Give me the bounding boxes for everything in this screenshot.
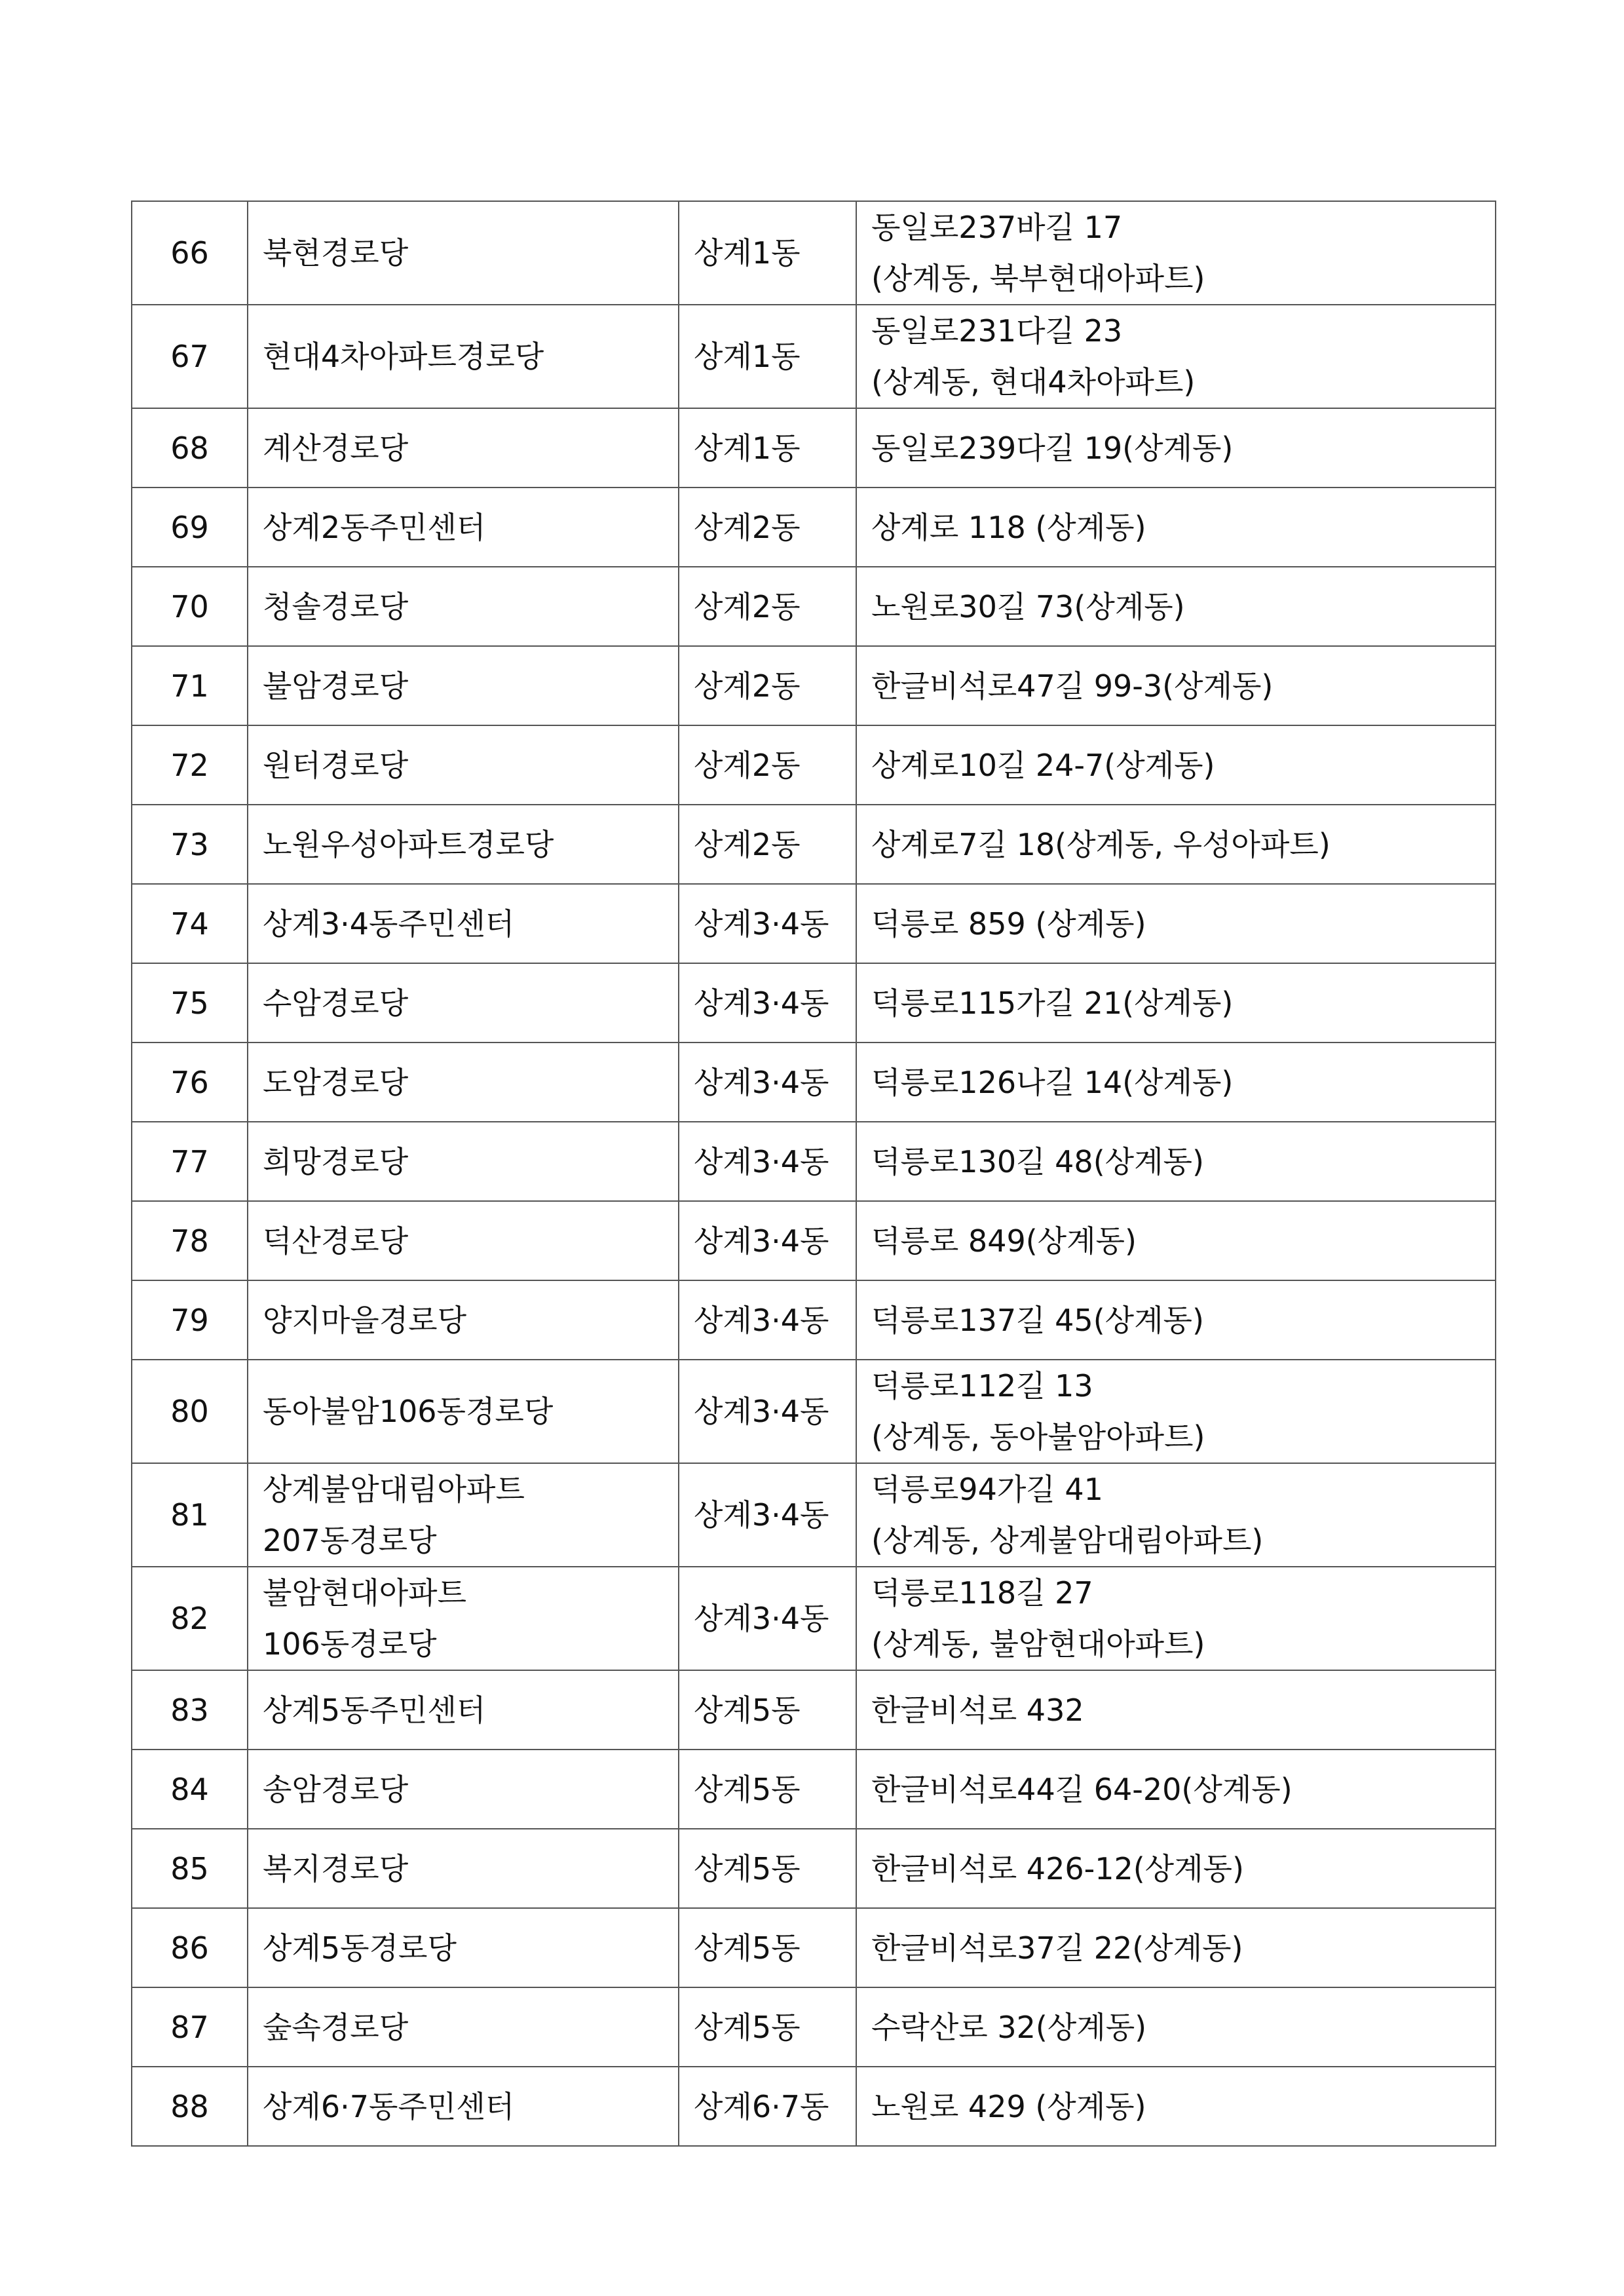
table-row — [132, 646, 1496, 725]
cell-facility-name — [248, 488, 679, 567]
cell-number: 82 — [132, 1567, 248, 1670]
cell-number: 78 — [132, 1201, 248, 1280]
address-line: 한글비석로47길 99-3(상계동) — [871, 668, 1274, 704]
cell-dong: 상계3·4동 — [679, 1043, 856, 1122]
cell-number: 81 — [132, 1463, 248, 1567]
facility-name-line: 207동경로당 — [263, 1523, 437, 1558]
cell-address — [856, 1360, 1496, 1463]
cell-number: 76 — [132, 1043, 248, 1122]
cell-facility-name — [248, 1463, 679, 1567]
cell-facility-name — [248, 1122, 679, 1201]
cell-dong: 상계6·7동 — [679, 2067, 856, 2146]
cell-address — [856, 725, 1496, 805]
cell-dong: 상계1동 — [679, 305, 856, 408]
facility-name-line: 덕산경로당 — [263, 1223, 409, 1259]
facility-name-line: 동아불암106동경로당 — [263, 1394, 554, 1429]
facility-name-line: 불암경로당 — [263, 668, 409, 704]
cell-number: 84 — [132, 1750, 248, 1829]
facility-name-line: 상계불암대림아파트 — [263, 1472, 525, 1507]
cell-facility-name — [248, 201, 679, 305]
cell-dong: 상계2동 — [679, 488, 856, 567]
cell-dong: 상계1동 — [679, 408, 856, 488]
address-line: (상계동, 상계불암대림아파트) — [871, 1523, 1264, 1558]
facility-name-line: 숲속경로당 — [263, 2009, 409, 2045]
cell-address — [856, 805, 1496, 884]
facility-name-line: 상계5동경로당 — [263, 1930, 457, 1966]
table-row — [132, 488, 1496, 567]
cell-dong: 상계3·4동 — [679, 1280, 856, 1360]
table-row — [132, 1567, 1496, 1670]
table-row — [132, 1670, 1496, 1750]
cell-number: 69 — [132, 488, 248, 567]
cell-address — [856, 305, 1496, 408]
cell-address — [856, 1043, 1496, 1122]
cell-address — [856, 1122, 1496, 1201]
cell-facility-name — [248, 567, 679, 646]
table-row — [132, 884, 1496, 963]
cell-dong: 상계5동 — [679, 1670, 856, 1750]
cell-address — [856, 567, 1496, 646]
cell-address — [856, 1670, 1496, 1750]
address-line: 한글비석로 426-12(상계동) — [871, 1850, 1244, 1886]
table-row — [132, 1043, 1496, 1122]
cell-address — [856, 201, 1496, 305]
facility-name-line: 현대4차아파트경로당 — [263, 339, 544, 374]
address-line: 동일로239다길 19(상계동) — [871, 430, 1234, 466]
cell-dong: 상계3·4동 — [679, 963, 856, 1043]
table-row — [132, 2067, 1496, 2146]
cell-facility-name — [248, 725, 679, 805]
cell-facility-name — [248, 1201, 679, 1280]
facility-name-line: 북현경로당 — [263, 235, 409, 271]
facility-name-line: 상계3·4동주민센터 — [263, 906, 515, 942]
facility-name-line: 상계5동주민센터 — [263, 1692, 486, 1728]
facility-name-line: 희망경로당 — [263, 1143, 409, 1179]
address-line: 한글비석로44길 64-20(상계동) — [871, 1771, 1293, 1807]
cell-number: 73 — [132, 805, 248, 884]
cell-address — [856, 1987, 1496, 2067]
cell-dong: 상계3·4동 — [679, 1360, 856, 1463]
address-line: (상계동, 현대4차아파트) — [871, 364, 1196, 400]
facility-name-line: 노원우성아파트경로당 — [263, 826, 554, 862]
cell-facility-name — [248, 1360, 679, 1463]
cell-facility-name — [248, 1043, 679, 1122]
cell-facility-name — [248, 646, 679, 725]
cell-number: 68 — [132, 408, 248, 488]
cell-number: 87 — [132, 1987, 248, 2067]
table-row — [132, 805, 1496, 884]
facility-name-line: 양지마을경로당 — [263, 1302, 467, 1338]
cell-dong: 상계1동 — [679, 201, 856, 305]
address-line: 수락산로 32(상계동) — [871, 2009, 1147, 2045]
address-line: 동일로237바길 17 — [871, 210, 1123, 245]
cell-dong: 상계3·4동 — [679, 1463, 856, 1567]
cell-facility-name — [248, 1280, 679, 1360]
cell-dong: 상계5동 — [679, 1829, 856, 1908]
facility-name-line: 원터경로당 — [263, 747, 409, 783]
address-line: 상계로10길 24-7(상계동) — [871, 747, 1215, 783]
cell-number: 86 — [132, 1908, 248, 1987]
table-row — [132, 408, 1496, 488]
table-row — [132, 1463, 1496, 1567]
address-line: 덕릉로137길 45(상계동) — [871, 1302, 1204, 1338]
address-line: 덕릉로 859 (상계동) — [871, 906, 1146, 942]
cell-number: 67 — [132, 305, 248, 408]
cell-address — [856, 2067, 1496, 2146]
address-line: 동일로231다길 23 — [871, 313, 1123, 349]
table-row — [132, 1280, 1496, 1360]
address-line: 덕릉로112길 13 — [871, 1368, 1093, 1404]
cell-number: 72 — [132, 725, 248, 805]
address-line: 상계로 118 (상계동) — [871, 509, 1146, 545]
cell-dong: 상계3·4동 — [679, 1567, 856, 1670]
cell-dong: 상계2동 — [679, 567, 856, 646]
table-row — [132, 1908, 1496, 1987]
cell-address — [856, 1750, 1496, 1829]
cell-number: 83 — [132, 1670, 248, 1750]
cell-address — [856, 1829, 1496, 1908]
address-line: 상계로7길 18(상계동, 우성아파트) — [871, 826, 1331, 862]
facility-name-line: 106동경로당 — [263, 1626, 437, 1662]
table-row — [132, 1987, 1496, 2067]
cell-dong: 상계2동 — [679, 646, 856, 725]
cell-facility-name — [248, 305, 679, 408]
table-row — [132, 1829, 1496, 1908]
facility-name-line: 상계6·7동주민센터 — [263, 2088, 515, 2124]
cell-number: 74 — [132, 884, 248, 963]
table-row — [132, 1122, 1496, 1201]
address-line: 덕릉로115가길 21(상계동) — [871, 985, 1234, 1021]
table-row — [132, 1750, 1496, 1829]
facility-name-line: 도암경로당 — [263, 1064, 409, 1100]
cell-address — [856, 884, 1496, 963]
cell-facility-name — [248, 1750, 679, 1829]
cell-facility-name — [248, 884, 679, 963]
cell-address — [856, 408, 1496, 488]
facility-name-line: 청솔경로당 — [263, 588, 409, 624]
address-line: 덕릉로 849(상계동) — [871, 1223, 1137, 1259]
cell-number: 77 — [132, 1122, 248, 1201]
cell-number: 85 — [132, 1829, 248, 1908]
cell-number: 75 — [132, 963, 248, 1043]
facility-name-line: 계산경로당 — [263, 430, 409, 466]
facility-name-line: 수암경로당 — [263, 985, 409, 1021]
facility-table — [131, 201, 1496, 2147]
table-row — [132, 305, 1496, 408]
address-line: 덕릉로94가길 41 — [871, 1472, 1103, 1507]
cell-address — [856, 1463, 1496, 1567]
cell-dong: 상계3·4동 — [679, 884, 856, 963]
cell-number: 88 — [132, 2067, 248, 2146]
cell-address — [856, 1908, 1496, 1987]
cell-address — [856, 646, 1496, 725]
cell-number: 70 — [132, 567, 248, 646]
cell-facility-name — [248, 1670, 679, 1750]
table-row — [132, 963, 1496, 1043]
cell-facility-name — [248, 1908, 679, 1987]
table-row — [132, 1201, 1496, 1280]
cell-address — [856, 488, 1496, 567]
cell-number: 79 — [132, 1280, 248, 1360]
cell-address — [856, 963, 1496, 1043]
facility-name-line: 불암현대아파트 — [263, 1575, 467, 1611]
cell-dong: 상계5동 — [679, 1908, 856, 1987]
address-line: (상계동, 북부현대아파트) — [871, 261, 1205, 296]
address-line: 덕릉로126나길 14(상계동) — [871, 1064, 1234, 1100]
cell-dong: 상계5동 — [679, 1987, 856, 2067]
cell-facility-name — [248, 805, 679, 884]
cell-number: 66 — [132, 201, 248, 305]
address-line: 덕릉로118길 27 — [871, 1575, 1093, 1611]
cell-number: 80 — [132, 1360, 248, 1463]
cell-facility-name — [248, 1567, 679, 1670]
table-row — [132, 201, 1496, 305]
table-row — [132, 725, 1496, 805]
cell-number: 71 — [132, 646, 248, 725]
address-line: 노원로30길 73(상계동) — [871, 588, 1185, 624]
cell-facility-name — [248, 1829, 679, 1908]
cell-dong: 상계3·4동 — [679, 1122, 856, 1201]
cell-facility-name — [248, 2067, 679, 2146]
cell-address — [856, 1280, 1496, 1360]
facility-name-line: 송암경로당 — [263, 1771, 409, 1807]
address-line: 노원로 429 (상계동) — [871, 2088, 1146, 2124]
address-line: 한글비석로37길 22(상계동) — [871, 1930, 1243, 1966]
cell-facility-name — [248, 963, 679, 1043]
facility-name-line: 복지경로당 — [263, 1850, 409, 1886]
cell-dong: 상계2동 — [679, 805, 856, 884]
address-line: 한글비석로 432 — [871, 1692, 1084, 1728]
table-row — [132, 567, 1496, 646]
cell-dong: 상계3·4동 — [679, 1201, 856, 1280]
table-body — [132, 201, 1496, 2146]
cell-address — [856, 1567, 1496, 1670]
cell-address — [856, 1201, 1496, 1280]
cell-dong: 상계2동 — [679, 725, 856, 805]
table-row — [132, 1360, 1496, 1463]
address-line: (상계동, 불암현대아파트) — [871, 1626, 1205, 1662]
cell-facility-name — [248, 1987, 679, 2067]
address-line: 덕릉로130길 48(상계동) — [871, 1143, 1204, 1179]
facility-name-line: 상계2동주민센터 — [263, 509, 486, 545]
address-line: (상계동, 동아불암아파트) — [871, 1419, 1205, 1455]
cell-facility-name — [248, 408, 679, 488]
cell-dong: 상계5동 — [679, 1750, 856, 1829]
